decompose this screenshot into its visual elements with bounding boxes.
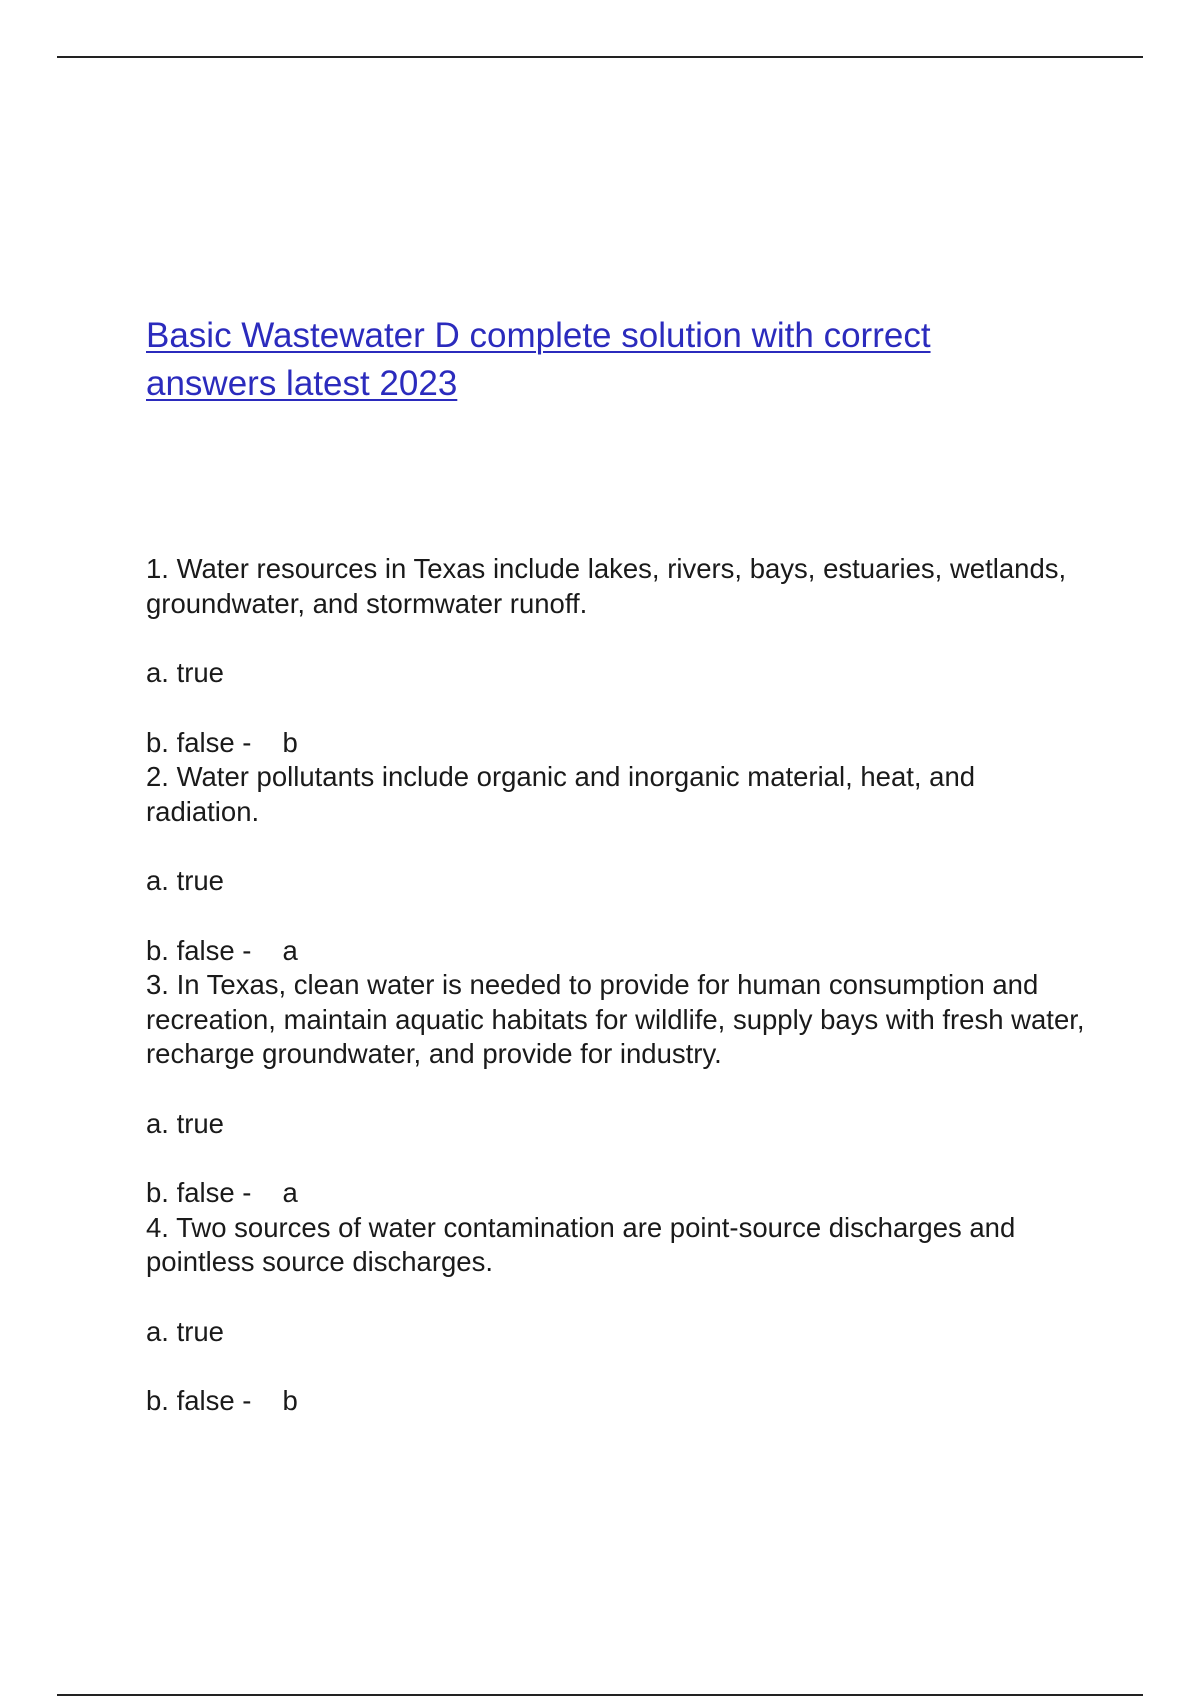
answer-key: a bbox=[282, 1177, 298, 1208]
option-a: a. true bbox=[146, 865, 224, 896]
question-text: 4. Two sources of water contamination are point-source discharges and pointless source discharges. bbox=[146, 1211, 1016, 1277]
document-title-link[interactable]: Basic Wastewater D complete solution with correct answers latest 2023 bbox=[146, 316, 931, 403]
option-a: a. true bbox=[146, 1315, 224, 1347]
answer-key: a bbox=[282, 934, 298, 966]
question-list bbox=[146, 552, 1086, 1419]
option-b-line bbox=[146, 726, 1086, 761]
option-a: a. true bbox=[146, 1107, 224, 1139]
question-item bbox=[146, 1211, 1086, 1419]
question-item bbox=[146, 760, 1086, 968]
option-b: b. false - bbox=[146, 1177, 252, 1208]
option-a: a. true bbox=[146, 657, 224, 688]
question-text: 1. Water resources in Texas include lakes, rivers, bays, estuaries, wetlands, groundwater, and stormwater runoff. bbox=[146, 553, 1067, 619]
option-b: b. false - bbox=[146, 1385, 252, 1416]
top-divider bbox=[57, 56, 1143, 58]
option-b: b. false - bbox=[146, 934, 252, 966]
option-b: b. false - bbox=[146, 726, 252, 758]
option-b-line bbox=[146, 934, 1086, 969]
question-text: 2. Water pollutants include organic and inorganic material, heat, and radiation. bbox=[146, 761, 976, 827]
question-text: 3. In Texas, clean water is needed to provide for human consumption and recreation, maintain aquatic habitats for wildlife, supply bays with fresh water, recharge groundwater, and provide for industry. bbox=[146, 969, 1085, 1069]
answer-key: b bbox=[282, 726, 298, 758]
option-b-line bbox=[146, 1176, 1086, 1211]
bottom-divider bbox=[57, 1694, 1143, 1696]
option-b-line bbox=[146, 1384, 1086, 1419]
question-item bbox=[146, 552, 1086, 760]
question-item bbox=[146, 968, 1086, 1211]
answer-key: b bbox=[282, 1385, 298, 1416]
